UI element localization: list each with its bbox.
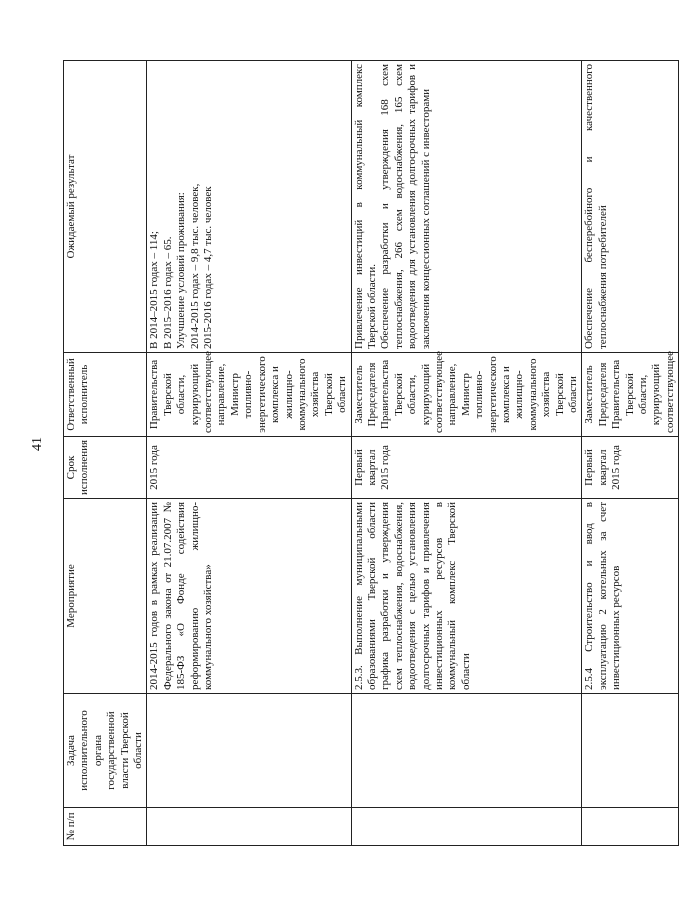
table-row <box>582 61 679 846</box>
header-measure: Мероприятие <box>64 499 147 694</box>
page-number: 41 <box>30 437 45 451</box>
result-line: В 2014–2015 годах – 114; <box>148 231 161 349</box>
cell-measure: 2.5.3. Выполнение муниципальными образованиями Тверской области графика разработки и утверждения схем теплоснабжения, водоснабжения, водоотведения с целью установления долгосрочных тарифов и привлечения инвестиционных ресурсов в коммунальный комплекс Тверской области <box>351 499 582 694</box>
cell-deadline: Первый квартал 2015 года <box>582 437 679 499</box>
table-row <box>351 61 582 846</box>
cell-responsible: Заместитель Председателя Правительства Тверской области, курирующий соответствующее направление, Министр топливно-энергетического комплекса и жилищно-коммунального хозяйства Тверской области <box>351 353 582 437</box>
result-line: В 2015–2016 годах – 65. <box>161 236 174 349</box>
cell-deadline: 2015 года <box>147 437 351 499</box>
header-responsible: Ответственный исполнитель <box>64 353 147 437</box>
cell-num <box>351 808 582 846</box>
cell-result <box>582 61 679 353</box>
cell-result <box>147 61 351 353</box>
cell-task <box>582 694 679 808</box>
cell-task <box>147 694 351 808</box>
plan-table <box>63 60 679 846</box>
header-num: № п/п <box>64 808 147 846</box>
header-result: Ожидаемый результат <box>64 61 147 353</box>
cell-result <box>351 61 582 353</box>
cell-responsible: Правительства Тверской области, курирующий соответствующее направление, Министр топливно-энергетического комплекса и жилищно-коммунального хозяйства Тверской области <box>147 353 351 437</box>
table-header-row <box>64 61 147 846</box>
result-line: Обеспечение бесперебойного и качественного теплоснабжения потребителей <box>583 64 609 349</box>
cell-measure: 2014-2015 годов в рамках реализации Федерального закона от 21.07.2007 № 185-ФЗ «О Фонде содействия реформированию жилищно-коммунального хозяйства» <box>147 499 351 694</box>
cell-deadline: Первый квартал 2015 года <box>351 437 582 499</box>
cell-num <box>147 808 351 846</box>
cell-task <box>351 694 582 808</box>
header-task: Задача исполнительного органа государственной власти Тверской области <box>64 694 147 808</box>
result-line: 2014-2015 годах – 9,8 тыс. человек, <box>188 183 201 349</box>
cell-responsible: Заместитель Председателя Правительства Тверской области, курирующий соответствующее <box>582 353 679 437</box>
header-deadline: Срок исполнения <box>64 437 147 499</box>
rotated-table-wrapper <box>63 61 676 846</box>
result-line: Обеспечение разработки и утверждения 168 схем теплоснабжения, 266 схем водоснабжения, 165 схем водоотведения для установления долгосрочных тарифов и заключения концессионных соглашений с инвесторами <box>379 64 432 349</box>
result-line: Улучшение условий проживания: <box>175 192 188 349</box>
cell-num <box>582 808 679 846</box>
cell-measure: 2.5.4 Строительство и ввод в эксплуатацию 2 котельных за счет инвестиционных ресурсов <box>582 499 679 694</box>
table-row <box>147 61 351 846</box>
result-line: Привлечение инвестиций в коммунальный комплекс Тверской области. <box>352 64 378 349</box>
result-line: 2015-2016 годах – 4,7 тыс. человек <box>202 186 215 349</box>
